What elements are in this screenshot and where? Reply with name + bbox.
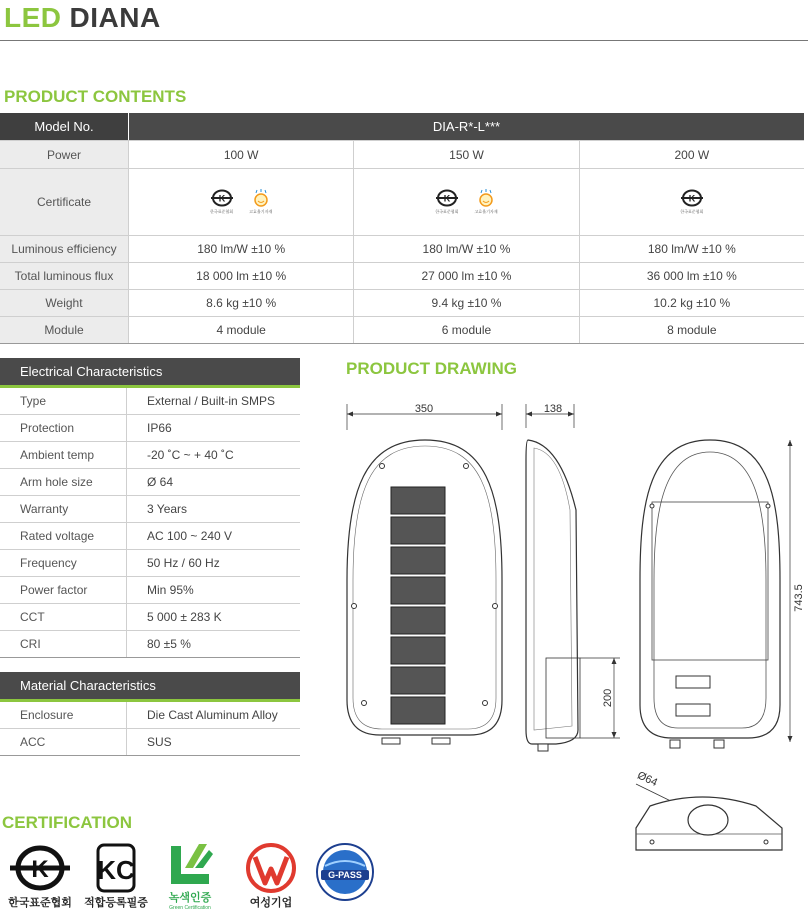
dim-depth-label: 138: [543, 403, 563, 415]
certificate-cell-150w: [353, 169, 578, 235]
spec-value: Ø 64: [126, 469, 300, 495]
cell: 8 module: [579, 317, 804, 343]
cell: 6 module: [353, 317, 578, 343]
table-row: [0, 550, 300, 577]
spec-value: SUS: [126, 729, 300, 755]
cell: 18 000 lm ±10 %: [128, 263, 353, 289]
table-row: [0, 496, 300, 523]
svg-text:K: K: [218, 193, 225, 204]
spec-key: CRI: [20, 637, 41, 651]
table-row: [0, 604, 300, 631]
product-drawing-heading: PRODUCT DRAWING: [346, 359, 517, 378]
model-row: [0, 113, 804, 141]
certificate-cell-100w: [128, 169, 353, 235]
table-row: [0, 469, 300, 496]
table-row: [0, 702, 300, 729]
spec-key: Protection: [20, 421, 75, 435]
dim-width-label: 350: [414, 403, 434, 415]
table-row-certificate: [0, 169, 804, 236]
spec-key: Arm hole size: [20, 475, 93, 489]
cell: 100 W: [128, 141, 353, 168]
energy-label: 고효율기자재: [474, 209, 498, 214]
ks-mark-icon: [4, 843, 76, 910]
spec-key: Frequency: [20, 556, 77, 570]
green-logo-sub: Green Certification: [169, 905, 211, 911]
certification-heading: CERTIFICATION: [2, 813, 133, 832]
svg-text:KC: KC: [97, 855, 135, 885]
electrical-heading: Electrical Characteristics: [0, 358, 300, 388]
cell: 180 lm/W ±10 %: [128, 236, 353, 262]
row-label: Power: [0, 141, 128, 168]
spec-key: Enclosure: [20, 708, 74, 722]
spec-value: AC 100 ~ 240 V: [126, 523, 300, 549]
cell: 180 lm/W ±10 %: [353, 236, 578, 262]
spec-key: ACC: [20, 735, 46, 749]
model-value: DIA-R*-L***: [128, 113, 804, 140]
svg-text:K: K: [688, 193, 696, 204]
row-label: Luminous efficiency: [0, 236, 128, 262]
spec-value: Min 95%: [126, 577, 300, 603]
cell: 9.4 kg ±10 %: [353, 290, 578, 316]
green-cert-icon: [160, 840, 220, 911]
title-divider: [0, 40, 808, 41]
svg-text:K: K: [443, 193, 451, 204]
certificate-cell-200w: [579, 169, 804, 235]
spec-key: Rated voltage: [20, 529, 95, 543]
row-label: Total luminous flux: [0, 263, 128, 289]
title-model: DIANA: [69, 2, 161, 33]
dim-height-label: 743.5: [793, 584, 805, 612]
ks-logo-label: 한국표준협회: [8, 897, 72, 909]
kc-mark-icon: [80, 843, 152, 910]
bottom-view-drawing: [622, 768, 792, 863]
spec-key: Warranty: [20, 502, 69, 516]
table-row: [0, 442, 300, 469]
cell: 27 000 lm ±10 %: [353, 263, 578, 289]
front-view-drawing: [340, 400, 510, 755]
row-label: Weight: [0, 290, 128, 316]
row-label: Certificate: [0, 169, 128, 235]
ks-label: 한국표준협회: [435, 209, 459, 214]
ks-mark-icon: [210, 189, 233, 215]
spec-key: CCT: [20, 610, 45, 624]
material-heading: Material Characteristics: [0, 672, 300, 702]
dim-hole-label: Ø64: [635, 769, 660, 790]
spec-key: Power factor: [20, 583, 88, 597]
spec-value: -20 ˚C ~ + 40 ˚C: [126, 442, 300, 468]
table-row: [0, 577, 300, 604]
cell: 150 W: [353, 141, 578, 168]
cell: 180 lm/W ±10 %: [579, 236, 804, 262]
green-logo-label: 녹색인증: [168, 892, 212, 904]
kc-logo-label: 적합등록필증: [84, 897, 148, 909]
table-row: [0, 523, 300, 550]
table-row: [0, 263, 804, 290]
ks-mark-icon: [435, 189, 458, 215]
g-pass-icon: [312, 842, 378, 902]
spec-value: 3 Years: [126, 496, 300, 522]
table-row: [0, 729, 300, 756]
energy-efficiency-icon: [249, 189, 272, 215]
material-characteristics-table: [0, 672, 300, 756]
table-row: [0, 236, 804, 263]
page-title: [4, 2, 161, 34]
cell: 200 W: [579, 141, 804, 168]
title-led: LED: [4, 2, 62, 33]
svg-text:K: K: [31, 856, 49, 883]
electrical-characteristics-table: [0, 358, 300, 658]
spec-key: Type: [20, 394, 47, 408]
table-row: [0, 141, 804, 169]
ks-label: 한국표준협회: [209, 209, 234, 214]
energy-label: 고효율기자재: [249, 209, 273, 214]
table-row: [0, 290, 804, 317]
energy-efficiency-icon: [474, 189, 497, 215]
back-view-drawing: [630, 430, 806, 755]
side-view-drawing: [516, 400, 626, 755]
g-pass-text: G-PASS: [328, 870, 362, 880]
spec-value: External / Built-in SMPS: [126, 388, 300, 414]
dim-side-label: 200: [602, 688, 614, 708]
table-row: [0, 317, 804, 344]
table-row: [0, 388, 300, 415]
spec-value: Die Cast Aluminum Alloy: [126, 702, 300, 728]
spec-value: 80 ±5 %: [126, 631, 300, 657]
spec-key: Ambient temp: [20, 448, 95, 462]
product-contents-table: [0, 113, 804, 344]
ks-label: 한국표준협회: [680, 209, 704, 214]
spec-value: 50 Hz / 60 Hz: [126, 550, 300, 576]
row-label: Module: [0, 317, 128, 343]
table-row: [0, 631, 300, 658]
spec-value: 5 000 ± 283 K: [126, 604, 300, 630]
ks-mark-icon: [680, 189, 703, 215]
cell: 4 module: [128, 317, 353, 343]
cell: 36 000 lm ±10 %: [579, 263, 804, 289]
cell: 8.6 kg ±10 %: [128, 290, 353, 316]
model-label: Model No.: [0, 113, 128, 140]
cell: 10.2 kg ±10 %: [579, 290, 804, 316]
spec-value: IP66: [126, 415, 300, 441]
women-enterprise-icon: [238, 843, 304, 910]
women-logo-label: 여성기업: [249, 897, 293, 909]
product-contents-heading: PRODUCT CONTENTS: [4, 87, 187, 106]
table-row: [0, 415, 300, 442]
